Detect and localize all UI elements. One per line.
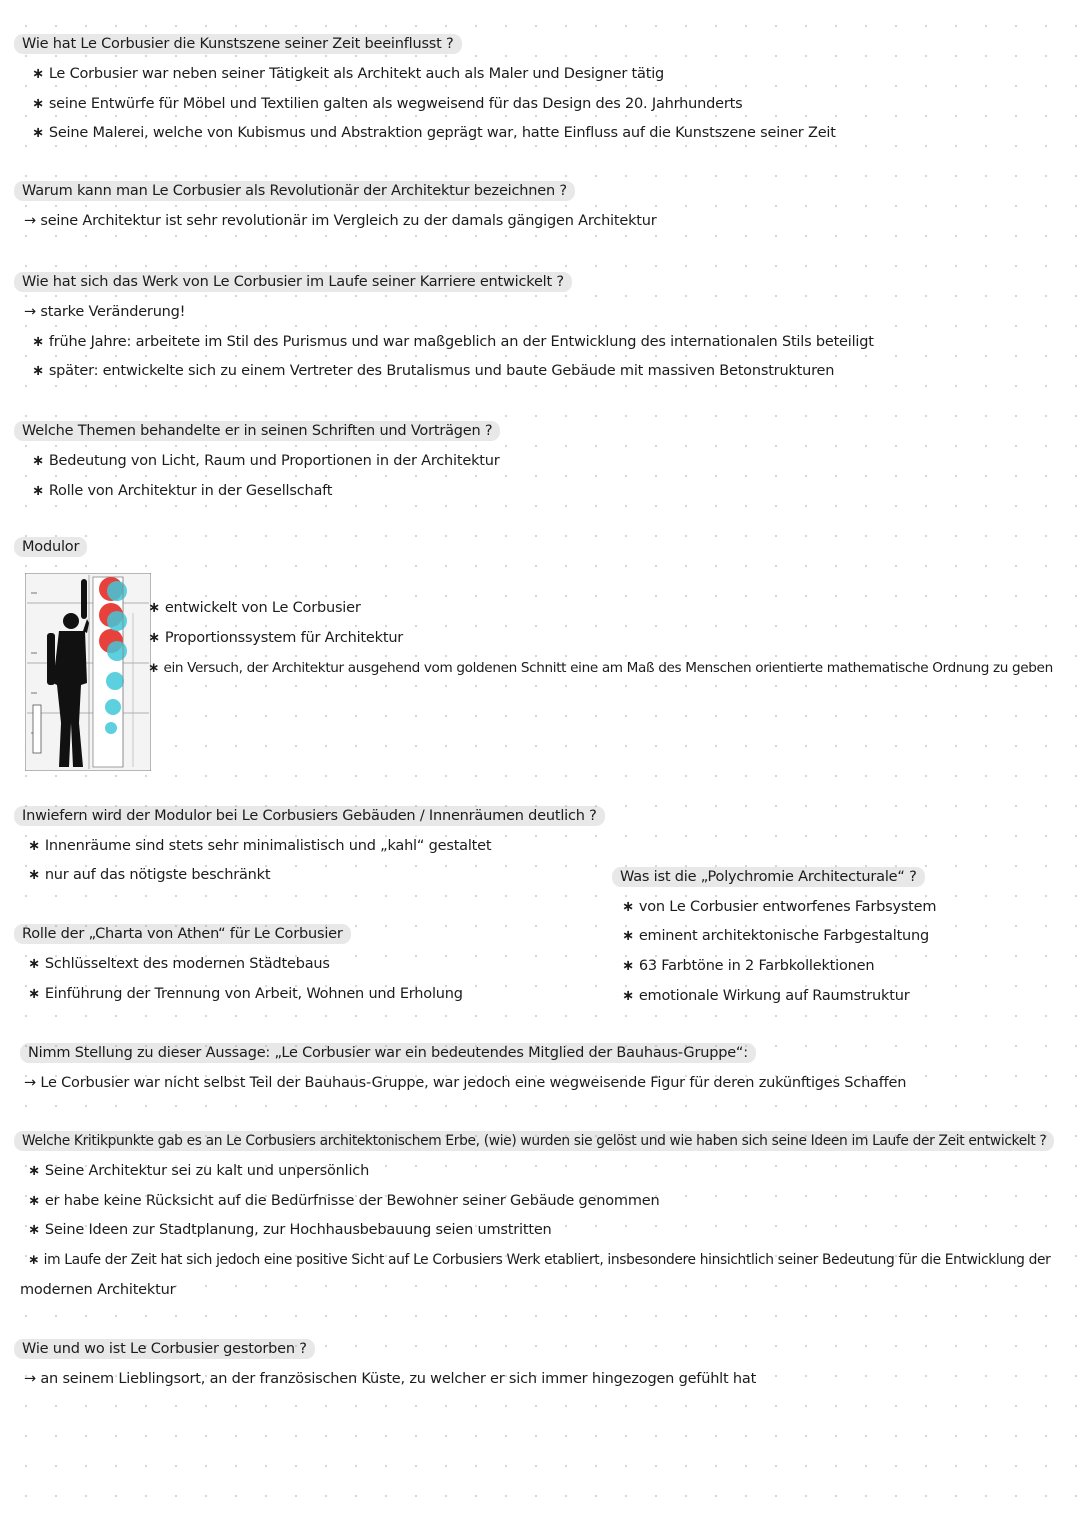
q1-bullet: ∗ Seine Malerei, welche von Kubismus und Abstraktion geprägt war, hatte Einfluss auf die Kunstszene seiner Zeit <box>32 123 836 143</box>
q5-title: Inwiefern wird der Modulor bei Le Corbusiers Gebäuden / Innenräumen deutlich ? <box>14 806 605 826</box>
q7-bullet: ∗ von Le Corbusier entworfenes Farbsystem <box>622 897 936 917</box>
q1-bullet: ∗ Le Corbusier war neben seiner Tätigkeit als Architekt auch als Maler und Designer tätig <box>32 64 664 84</box>
q7-bullet: ∗ 63 Farbtöne in 2 Farbkollektionen <box>622 956 874 976</box>
q9-continuation: modernen Architektur <box>20 1282 176 1298</box>
q10-title: Wie und wo ist Le Corbusier gestorben ? <box>14 1339 315 1359</box>
modulor-bullet: ∗ ein Versuch, der Architektur ausgehend vom goldenen Schnitt eine am Maß des Menschen orientierte mathematische Ordnung zu geben <box>148 658 1053 678</box>
q7-bullet: ∗ emotionale Wirkung auf Raumstruktur <box>622 986 909 1006</box>
modulor-title: Modulor <box>14 537 87 557</box>
q7-title: Was ist die „Polychromie Architecturale“ ? <box>612 867 925 887</box>
q8-answer: → Le Corbusier war nicht selbst Teil der Bauhaus-Gruppe, war jedoch eine wegweisende Figur für deren zukünftiges Schaffen <box>24 1073 906 1093</box>
q9-bullet: ∗ er habe keine Rücksicht auf die Bedürfnisse der Bewohner seiner Gebäude genommen <box>28 1191 660 1211</box>
modulor-bullet: ∗ entwickelt von Le Corbusier <box>148 598 361 618</box>
q9-bullet: ∗ Seine Ideen zur Stadtplanung, zur Hochhausbebauung seien umstritten <box>28 1220 552 1240</box>
q2-answer: → seine Architektur ist sehr revolutionär im Vergleich zu der damals gängigen Architektur <box>24 211 657 231</box>
q7-bullet: ∗ eminent architektonische Farbgestaltung <box>622 926 929 946</box>
q1-title: Wie hat Le Corbusier die Kunstszene seiner Zeit beeinflusst ? <box>14 34 462 54</box>
q6-bullet: ∗ Schlüsseltext des modernen Städtebaus <box>28 954 330 974</box>
q4-bullet: ∗ Rolle von Architektur in der Gesellschaft <box>32 481 332 501</box>
q3-title: Wie hat sich das Werk von Le Corbusier im Laufe seiner Karriere entwickelt ? <box>14 272 572 292</box>
q5-bullet: ∗ Innenräume sind stets sehr minimalistisch und „kahl“ gestaltet <box>28 836 491 856</box>
q9-bullet: ∗ im Laufe der Zeit hat sich jedoch eine positive Sicht auf Le Corbusiers Werk etabliert, insbesondere hinsichtlich seiner Bedeutung für die Entwicklung der <box>28 1250 1051 1270</box>
modulor-figure <box>25 573 151 771</box>
modulor-bullet: ∗ Proportionssystem für Architektur <box>148 628 403 648</box>
q4-title: Welche Themen behandelte er in seinen Schriften und Vorträgen ? <box>14 421 500 441</box>
q3-answer: → starke Veränderung! <box>24 302 185 322</box>
q8-title: Nimm Stellung zu dieser Aussage: „Le Corbusier war ein bedeutendes Mitglied der Bauhaus-Gruppe“: <box>20 1043 756 1063</box>
q3-bullet: ∗ später: entwickelte sich zu einem Vertreter des Brutalismus und baute Gebäude mit massiven Betonstrukturen <box>32 361 834 381</box>
q10-answer: → an seinem Lieblingsort, an der französischen Küste, zu welcher er sich immer hingezogen gefühlt hat <box>24 1369 756 1389</box>
q9-bullet: ∗ Seine Architektur sei zu kalt und unpersönlich <box>28 1161 369 1181</box>
q4-bullet: ∗ Bedeutung von Licht, Raum und Proportionen in der Architektur <box>32 451 500 471</box>
q5-bullet: ∗ nur auf das nötigste beschränkt <box>28 865 270 885</box>
q6-title: Rolle der „Charta von Athen“ für Le Corbusier <box>14 924 351 944</box>
q1-bullet: ∗ seine Entwürfe für Möbel und Textilien galten als wegweisend für das Design des 20. Jahrhunderts <box>32 94 742 114</box>
q9-title: Welche Kritikpunkte gab es an Le Corbusiers architektonischem Erbe, (wie) wurden sie gelöst und wie haben sich seine Ideen im Laufe der Zeit entwickelt ? <box>14 1131 1054 1151</box>
q3-bullet: ∗ frühe Jahre: arbeitete im Stil des Purismus und war maßgeblich an der Entwicklung des internationalen Stils beteiligt <box>32 332 874 352</box>
q2-title: Warum kann man Le Corbusier als Revolutionär der Architektur bezeichnen ? <box>14 181 575 201</box>
q6-bullet: ∗ Einführung der Trennung von Arbeit, Wohnen und Erholung <box>28 984 463 1004</box>
